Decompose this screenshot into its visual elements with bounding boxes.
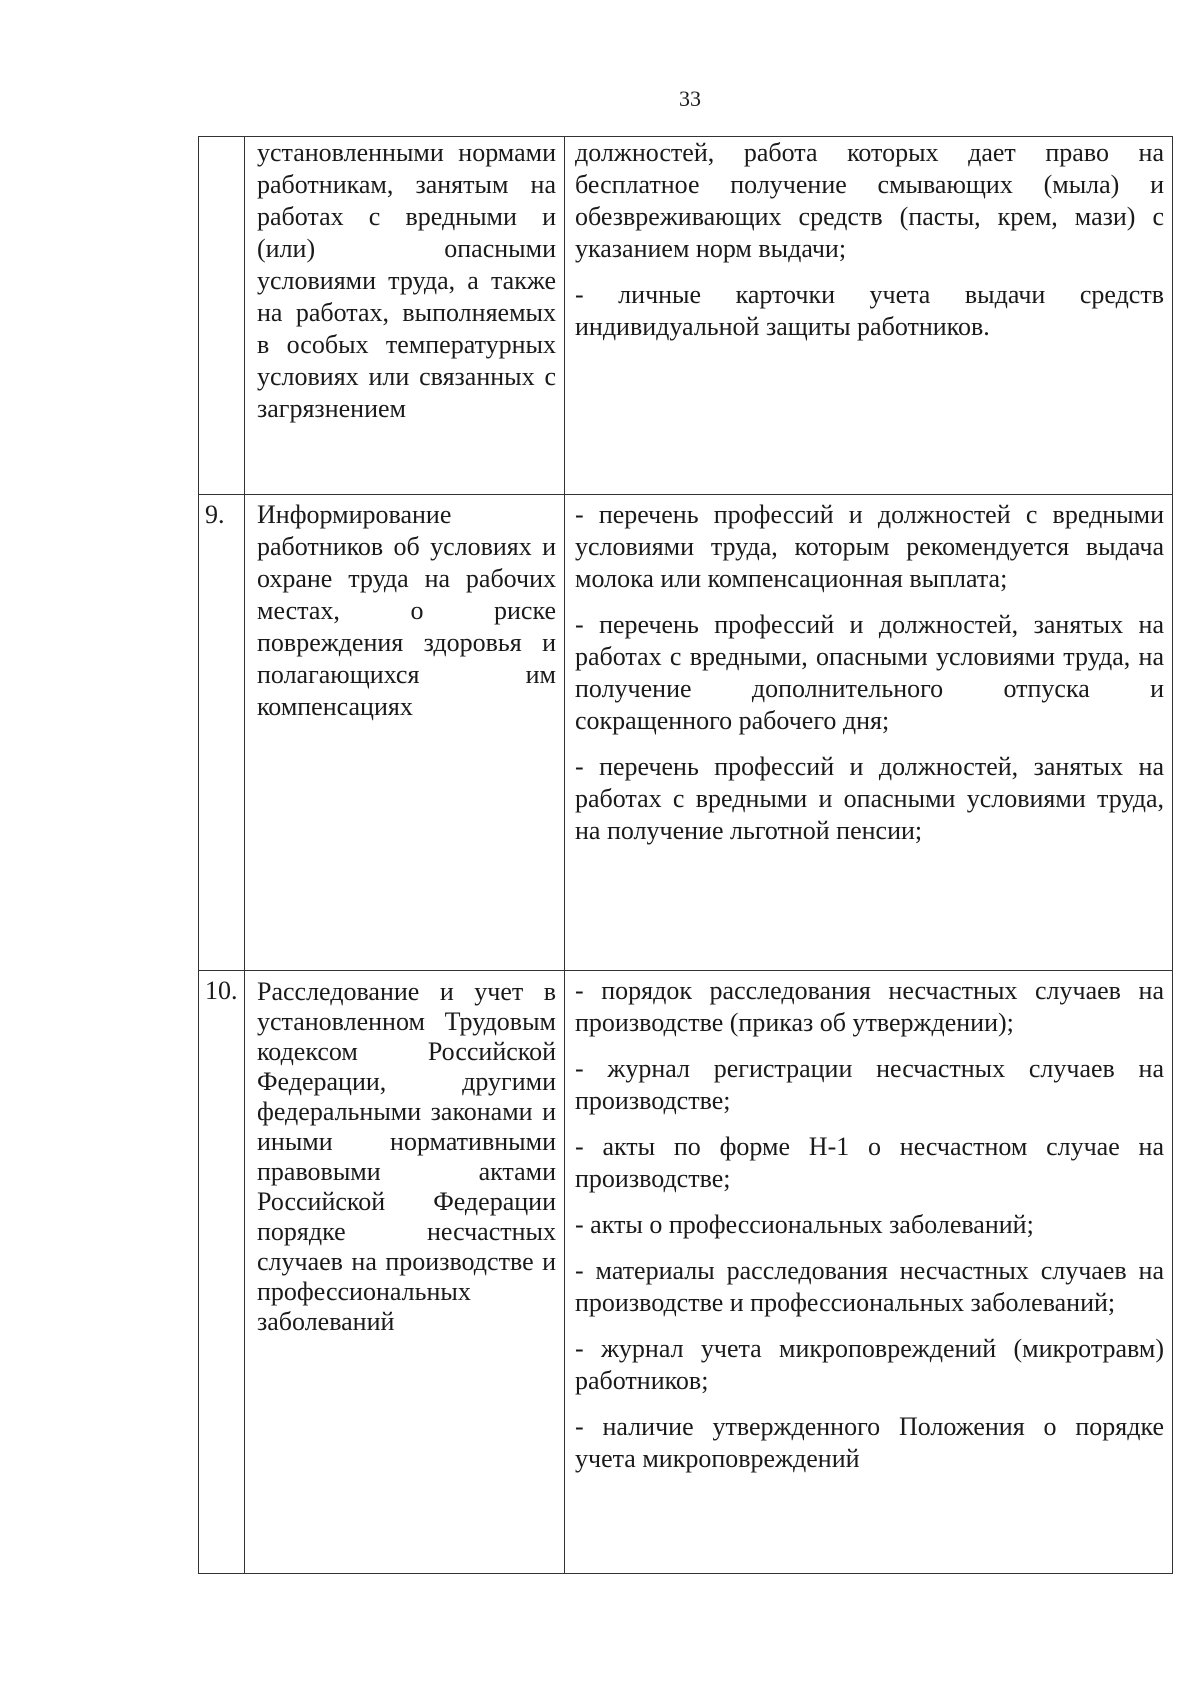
document-item: - перечень профессий и должностей, занятых на работах с вредными, опасными условиями труда, на получение дополнительного отпуска и сокращенного рабочего дня; (575, 610, 1164, 735)
requirement-name: установленными нормами работникам, занятым на работах с вредными и (или) опасными условиями труда, а также на работах, выполняемых в особых температурных условиях или связанных с загрязнением (245, 137, 565, 495)
row-number (199, 137, 245, 495)
requirement-name: Информирование работников об условиях и охране труда на рабочих местах, о риске повреждения здоровья и полагающихся им компенсациях (245, 495, 565, 971)
document-item: - личные карточки учета выдачи средств индивидуальной защиты работников. (575, 280, 1164, 341)
document-item: - перечень профессий и должностей с вредными условиями труда, которым рекомендуется выдача молока или компенсационная выплата; (575, 500, 1164, 593)
row-number: 9. (199, 495, 245, 971)
document-item: - акты по форме Н-1 о несчастном случае на производстве; (575, 1132, 1164, 1193)
document-item: - журнал регистрации несчастных случаев на производстве; (575, 1054, 1164, 1115)
document-item: - материалы расследования несчастных случаев на производстве и профессиональных заболеваний; (575, 1256, 1164, 1317)
document-item: - акты о профессиональных заболеваний; (575, 1210, 1034, 1239)
requirements-table (198, 136, 1173, 1574)
document-item: - порядок расследования несчастных случаев на производстве (приказ об утверждении); (575, 976, 1164, 1037)
table-row (199, 137, 1173, 495)
documents-list (565, 971, 1173, 1574)
document-item: - наличие утвержденного Положения о порядке учета микроповреждений (575, 1412, 1164, 1473)
document-item: - журнал учета микроповреждений (микротравм) работников; (575, 1334, 1164, 1395)
document-item: - перечень профессий и должностей, занятых на работах с вредными и опасными условиями труда, на получение льготной пенсии; (575, 752, 1164, 845)
row-number: 10. (199, 971, 245, 1574)
document-item: должностей, работа которых дает право на бесплатное получение смывающих (мыла) и обезвреживающих средств (пасты, крем, мази) с указанием норм выдачи; (575, 138, 1164, 263)
documents-list (565, 137, 1173, 495)
page-number: 33 (679, 86, 701, 111)
requirement-name: Расследование и учет в установленном Трудовым кодексом Российской Федерации, другими федеральными законами и иными нормативными правовыми актами Российской Федерации порядке несчастных случаев на производстве и профессиональных заболеваний (245, 971, 565, 1574)
documents-list (565, 495, 1173, 971)
table-row (199, 971, 1173, 1574)
table-row (199, 495, 1173, 971)
